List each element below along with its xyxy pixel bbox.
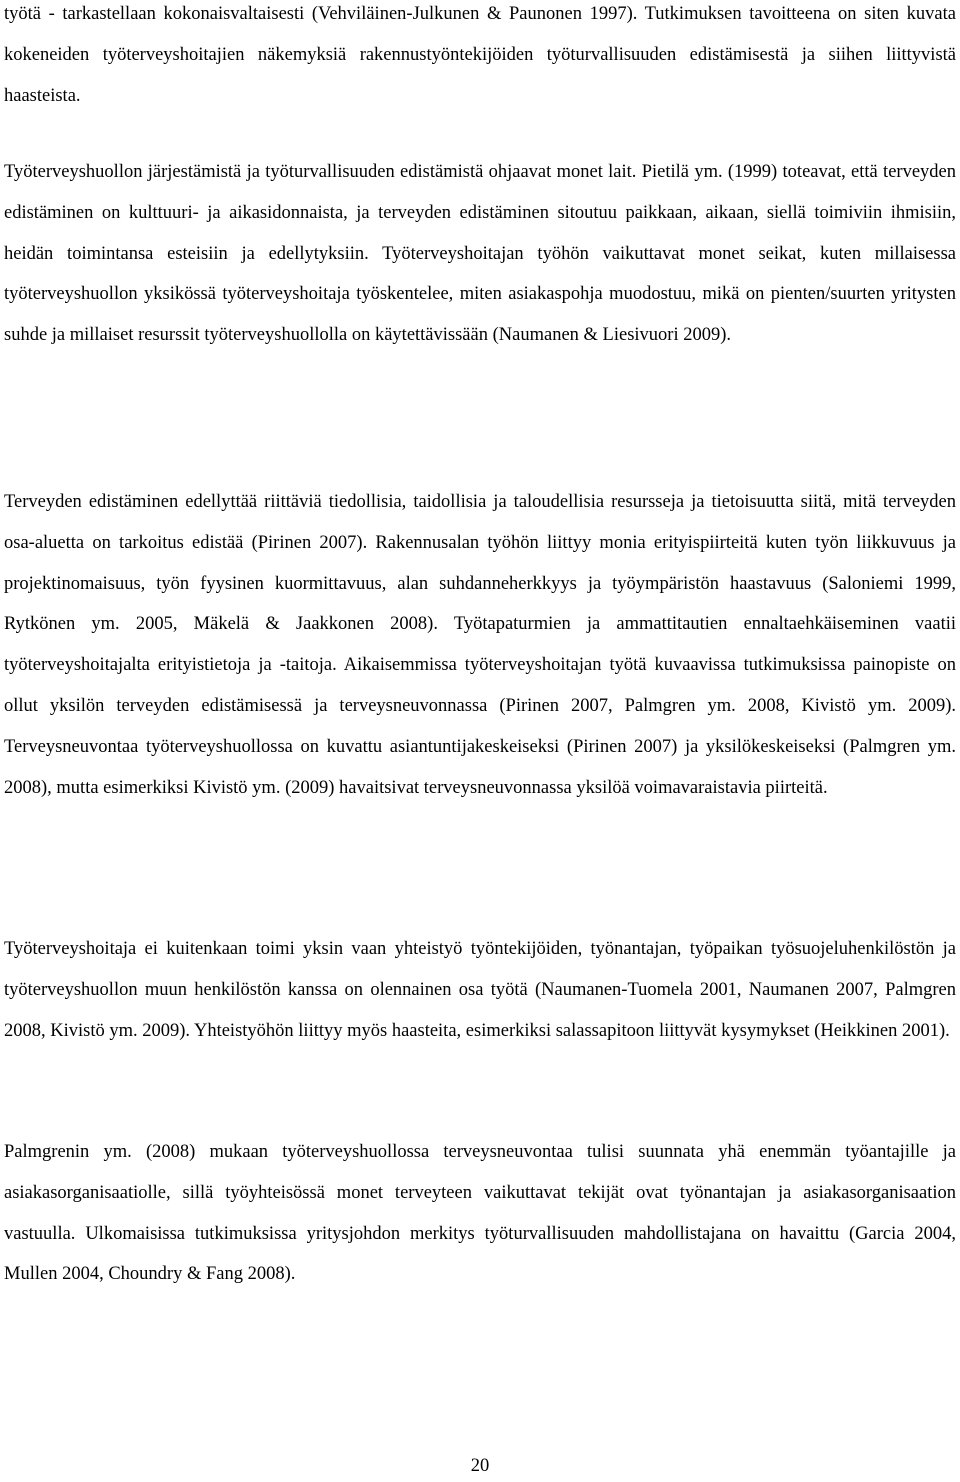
paragraph-employer-counseling: Palmgrenin ym. (2008) mukaan työterveyshuollossa terveysneuvontaa tulisi suunnata yhä enemmän työantajille ja asiakasorganisaatiolle, sillä työyhteisössä monet terveyteen vaikuttavat tekijät ovat työnantajan ja asiakasorganisaation vastuulla. Ulkomaisissa tutkimuksissa yritysjohdon merkitys työturvallisuuden mahdollistajana on havaittu (Garcia 2004, Mullen 2004, Choundry & Fang 2008). [4, 1142, 956, 1285]
paragraph-construction-work-resources: Terveyden edistäminen edellyttää riittäviä tiedollisia, taidollisia ja taloudellisia resursseja ja tietoisuutta siitä, mitä terveyden osa-aluetta on tarkoitus edistää (Pirinen 2007). Rakennusalan työhön liittyy monia erityispiirteitä kuten työn liikkuvuus ja projektinomaisuus, työn fyysinen kuormittavuus, alan suhdanneherkkyys ja työympäristön haastavuus (Saloniemi 1999, Rytkönen ym. 2005, Mäkelä & Jaakkonen 2008). Työtapaturmien ja ammattitautien ennaltaehkäiseminen vaatii työterveyshoitajalta erityistietoja ja -taitoja. Aikaisemmissa työterveyshoitajan työtä kuvaavissa tutkimuksissa painopiste on ollut yksilön terveyden edistämisessä ja terveysneuvonnassa (Pirinen 2007, Palmgren ym. 2008, Kivistö ym. 2009). Terveysneuvontaa työterveyshuollossa on kuvattu asiantuntijakeskeiseksi (Pirinen 2007) ja yksilökeskeiseksi (Palmgren ym. 2008), mutta esimerkiksi Kivistö ym. (2009) havaitsivat terveysneuvonnassa yksilöä voimavaraistavia piirteitä. [4, 492, 956, 798]
paragraph-laws-and-health-promotion: Työterveyshuollon järjestämistä ja työturvallisuuden edistämistä ohjaavat monet lait. Pietilä ym. (1999) toteavat, että terveyden edistäminen on kulttuuri- ja aikasidonnaista, ja terveyden edistäminen sitoutuu paikkaan, aikaan, siellä toimiviin ihmisiin, heidän toimintansa esteisiin ja edellytyksiin. Työterveyshoitajan työhön vaikuttavat monet seikat, kuten millaisessa työterveyshuollon yksikössä työterveyshoitaja työskentelee, miten asiakaspohja muodostuu, mikä on pienten/suurten yritysten suhde ja millaiset resurssit työterveyshuollolla on käytettävissään (Naumanen & Liesivuori 2009). [4, 162, 956, 346]
paragraph-cooperation: Työterveyshoitaja ei kuitenkaan toimi yksin vaan yhteistyö työntekijöiden, työnantajan, työpaikan työsuojeluhenkilöstön ja työterveyshuollon muun henkilöstön kanssa on olennainen osa työtä (Naumanen-Tuomela 2001, Naumanen 2007, Palmgren 2008, Kivistö ym. 2009). Yhteistyöhön liittyy myös haasteita, esimerkiksi salassapitoon liittyvät kysymykset (Heikkinen 2001). [4, 939, 956, 1041]
page-number: 20 [470, 1456, 490, 1476]
paragraph-intro-continuation: työtä - tarkastellaan kokonaisvaltaisesti (Vehviläinen-Julkunen & Paunonen 1997). Tutkimuksen tavoitteena on siten kuvata kokeneiden työterveyshoitajien näkemyksiä rakennustyöntekijöiden työturvallisuuden edistämisestä ja siihen liittyvistä haasteista. [4, 4, 956, 106]
